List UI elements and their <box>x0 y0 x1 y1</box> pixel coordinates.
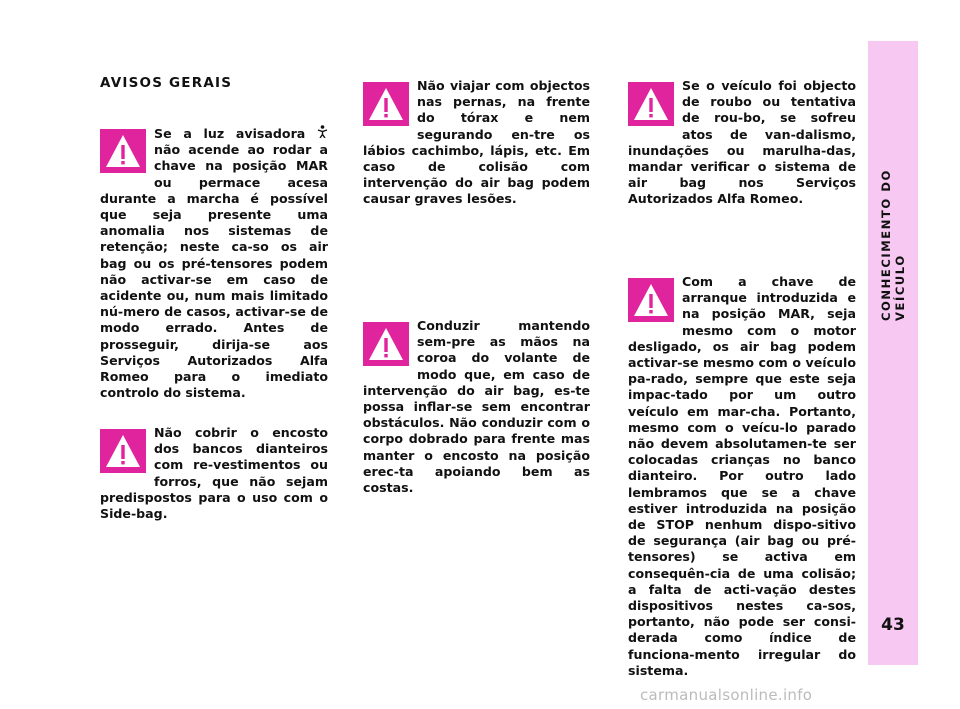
airbag-person-icon <box>317 126 328 141</box>
warning-seat-cover: Não cobrir o encosto dos bancos dianteiros com re-vestimentos ou forros, que não sejam predispostos para o uso com o Side-bag. <box>100 425 328 522</box>
warning-triangle-icon <box>100 429 146 473</box>
section-sidebar <box>868 41 918 665</box>
warning-objects: Não viajar com objectos nas pernas, na frente do tórax e nem segurando en-tre os lábios cachimbo, lápis, etc. Em caso de colisão com intervenção do air bag podem causar graves lesões. <box>363 78 590 207</box>
watermark: carmanualsonline.info <box>640 686 813 704</box>
warning-triangle-icon <box>363 82 409 126</box>
section-title: CONHECIMENTO DO VEÍCULO <box>879 169 907 321</box>
warning-triangle-icon <box>628 278 674 322</box>
page-heading: AVISOS GERAIS <box>100 75 233 91</box>
warning-theft: Se o veículo foi objecto de roubo ou tentativa de rou-bo, se sofreu atos de van-dalismo, inundações ou marulha-das, mandar verificar o sistema de air bag nos Serviços Autorizados Alfa Romeo. <box>628 78 856 207</box>
page-number: 43 <box>881 615 905 635</box>
warning-triangle-icon <box>100 129 146 173</box>
warning-triangle-icon <box>628 82 674 126</box>
warning-triangle-icon <box>363 322 409 366</box>
warning-key-position: Com a chave de arranque introduzida e na posição MAR, seja mesmo com o motor desligado, os air bag podem activar-se mesmo com o veículo pa-rado, sempre que este seja impac-tado por um outro veículo em mar-cha. Portanto, mesmo com o veícu-lo parado não devem absolutamen-te ser colocadas crianças no banco dianteiro. Por outro lado lembramos que se a chave estiver introduzida na posição de STOP nenhum dispo-sitivo de segurança (air bag ou pré-tensores) se activa em consequên-cia de uma colisão; a falta de acti-vação destes dispositivos nestes ca-sos, portanto, não pode ser consi-derada como índice de funciona-mento irregular do sistema. <box>628 274 856 678</box>
warning-airbag-light: Se a luz avisadora não acende ao rodar a chave na posição MAR ou permace acesa durante a marcha é possível que seja presente uma anomalia nos sistemas de retenção; neste ca-so os air bag ou os pré-tensores podem não activar-se em caso de acidente ou, num mais limitado nú-mero de casos, activar-se de modo errado. Antes de prosseguir, dirija-se aos Serviços Autorizados Alfa Romeo para o imediato controlo do sistema. <box>100 126 328 401</box>
warning-driving-posture: Conduzir mantendo sem-pre as mãos na coroa do volante de modo que, em caso de intervenção do air bag, es-te possa inflar-se sem encontrar obstáculos. Não conduzir com o corpo dobrado para frente mas manter o encosto na posição erec-ta apoiando bem as costas. <box>363 318 590 496</box>
